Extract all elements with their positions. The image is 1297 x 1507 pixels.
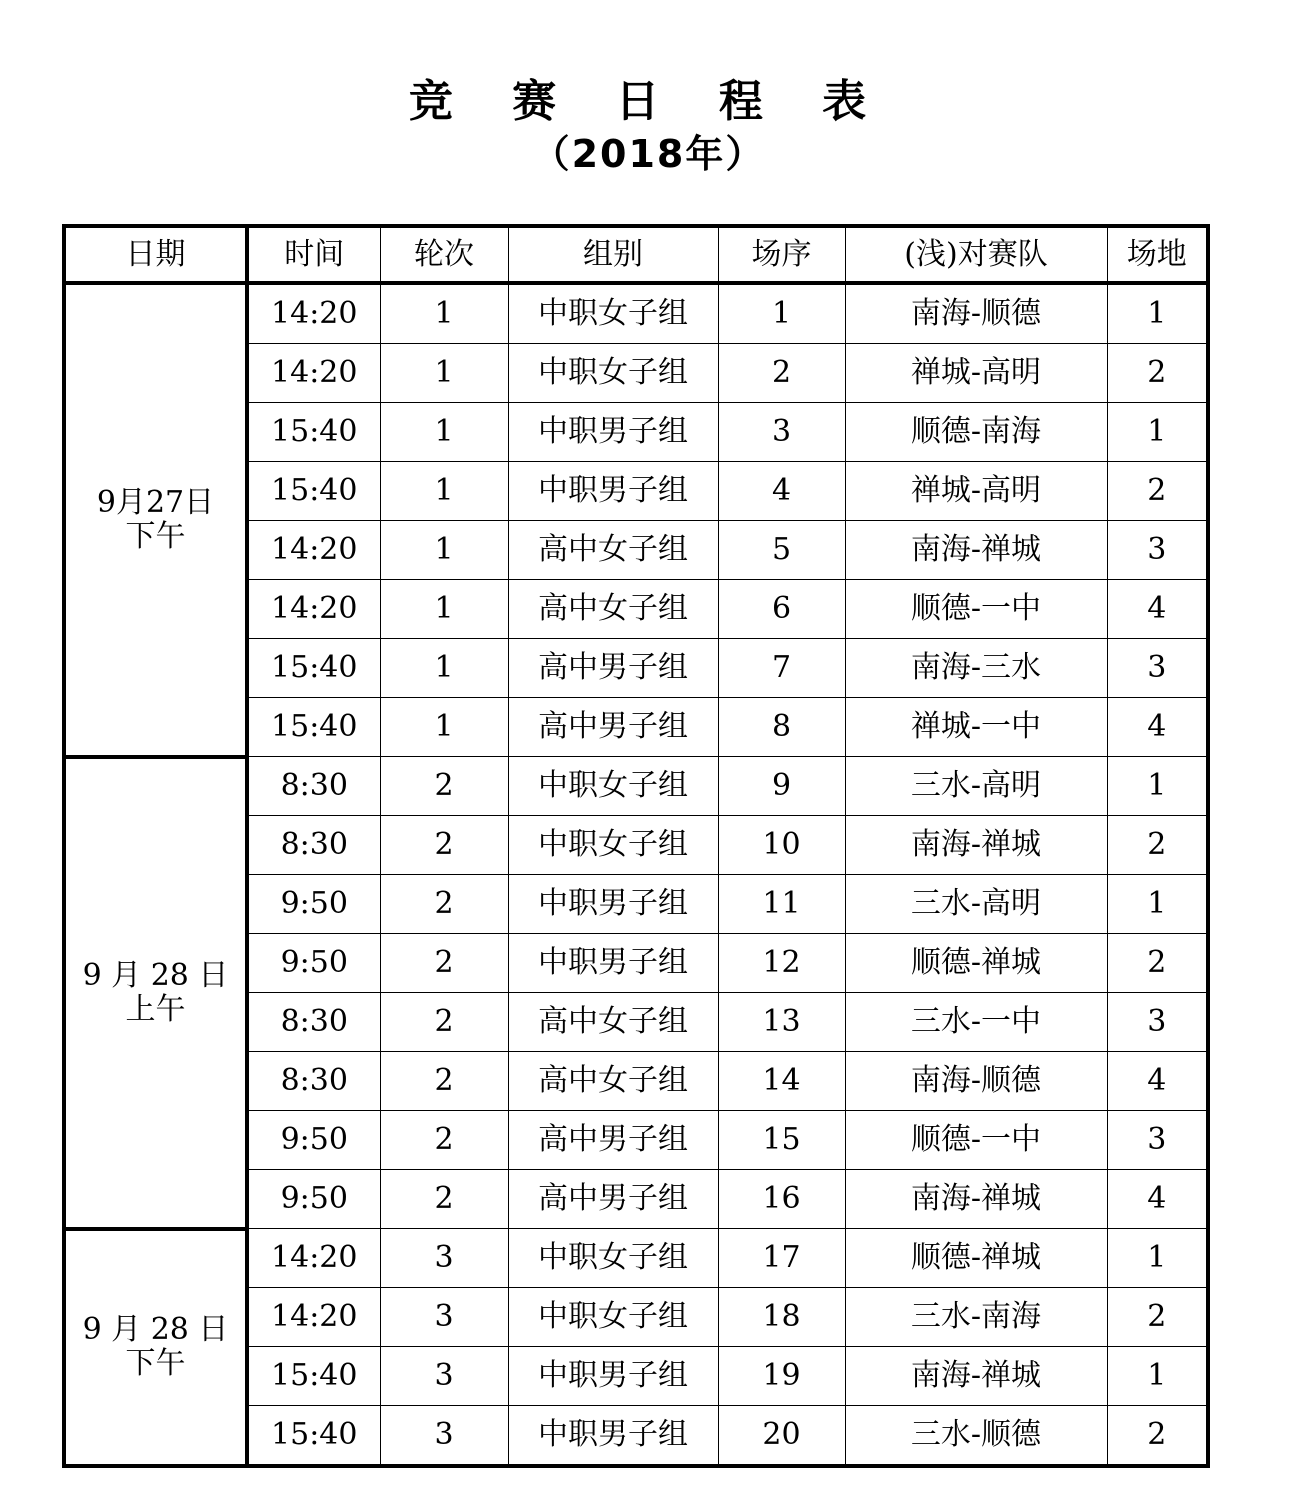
round-cell: 2: [380, 816, 508, 875]
period-line: 上午: [125, 991, 186, 1027]
round-cell: 1: [380, 521, 508, 580]
group-cell: 高中男子组: [508, 1170, 718, 1229]
page-title: 竞 赛 日 程 表: [408, 76, 889, 127]
sequence-cell: 7: [718, 639, 845, 698]
round-cell: 3: [380, 1229, 508, 1288]
sequence-cell: 14: [718, 1052, 845, 1111]
venue-cell: 1: [1107, 1229, 1208, 1288]
group-cell: 高中男子组: [508, 698, 718, 757]
teams-cell: 禅城-一中: [845, 698, 1107, 757]
time-cell: 14:20: [247, 521, 380, 580]
group-cell: 中职女子组: [508, 344, 718, 403]
sequence-cell: 5: [718, 521, 845, 580]
venue-cell: 4: [1107, 1052, 1208, 1111]
sequence-cell: 4: [718, 462, 845, 521]
group-cell: 高中女子组: [508, 1052, 718, 1111]
venue-cell: 1: [1107, 757, 1208, 816]
time-cell: 14:20: [247, 580, 380, 639]
sequence-cell: 3: [718, 403, 845, 462]
round-cell: 3: [380, 1347, 508, 1406]
sequence-cell: 11: [718, 875, 845, 934]
round-cell: 2: [380, 1170, 508, 1229]
round-cell: 1: [380, 283, 508, 344]
group-cell: 高中女子组: [508, 580, 718, 639]
teams-cell: 南海-禅城: [845, 816, 1107, 875]
table-row: [64, 283, 1208, 344]
venue-cell: 2: [1107, 816, 1208, 875]
date-cell: [64, 1229, 247, 1467]
teams-cell: 南海-三水: [845, 639, 1107, 698]
time-cell: 8:30: [247, 993, 380, 1052]
venue-cell: 4: [1107, 580, 1208, 639]
venue-cell: 1: [1107, 283, 1208, 344]
sequence-cell: 2: [718, 344, 845, 403]
time-cell: 15:40: [247, 403, 380, 462]
teams-cell: 南海-顺德: [845, 283, 1107, 344]
group-cell: 中职女子组: [508, 283, 718, 344]
teams-cell: 顺德-南海: [845, 403, 1107, 462]
time-cell: 14:20: [247, 1288, 380, 1347]
venue-cell: 2: [1107, 462, 1208, 521]
teams-cell: 顺德-一中: [845, 580, 1107, 639]
sequence-cell: 16: [718, 1170, 845, 1229]
venue-cell: 3: [1107, 1111, 1208, 1170]
teams-cell: 南海-顺德: [845, 1052, 1107, 1111]
page-subtitle: （2018年）: [531, 132, 766, 176]
time-cell: 14:20: [247, 1229, 380, 1288]
time-cell: 9:50: [247, 1170, 380, 1229]
round-cell: 3: [380, 1406, 508, 1467]
round-cell: 2: [380, 993, 508, 1052]
header-row: [64, 226, 1208, 283]
sequence-cell: 12: [718, 934, 845, 993]
time-cell: 15:40: [247, 698, 380, 757]
teams-cell: 顺德-禅城: [845, 1229, 1107, 1288]
venue-cell: 1: [1107, 875, 1208, 934]
round-cell: 2: [380, 934, 508, 993]
header-date: 日期: [64, 226, 247, 283]
group-cell: 高中男子组: [508, 639, 718, 698]
round-cell: 2: [380, 875, 508, 934]
teams-cell: 南海-禅城: [845, 1347, 1107, 1406]
venue-cell: 1: [1107, 403, 1208, 462]
venue-cell: 3: [1107, 521, 1208, 580]
round-cell: 1: [380, 462, 508, 521]
group-cell: 高中女子组: [508, 521, 718, 580]
table-header: [64, 226, 1208, 283]
round-cell: 1: [380, 344, 508, 403]
time-cell: 15:40: [247, 462, 380, 521]
round-cell: 3: [380, 1288, 508, 1347]
round-cell: 2: [380, 1111, 508, 1170]
schedule-table: [62, 224, 1210, 1468]
teams-cell: 南海-禅城: [845, 521, 1107, 580]
period-line: 下午: [125, 518, 186, 554]
sequence-cell: 15: [718, 1111, 845, 1170]
venue-cell: 4: [1107, 698, 1208, 757]
venue-cell: 2: [1107, 1406, 1208, 1467]
teams-cell: 禅城-高明: [845, 462, 1107, 521]
sequence-cell: 17: [718, 1229, 845, 1288]
teams-cell: 禅城-高明: [845, 344, 1107, 403]
time-cell: 14:20: [247, 344, 380, 403]
round-cell: 1: [380, 403, 508, 462]
time-cell: 15:40: [247, 1406, 380, 1467]
table-body: [64, 283, 1208, 1466]
time-cell: 9:50: [247, 875, 380, 934]
time-cell: 8:30: [247, 757, 380, 816]
group-cell: 中职男子组: [508, 1406, 718, 1467]
sequence-cell: 18: [718, 1288, 845, 1347]
venue-cell: 2: [1107, 934, 1208, 993]
teams-cell: 南海-禅城: [845, 1170, 1107, 1229]
sequence-cell: 20: [718, 1406, 845, 1467]
date-line: 9月27日: [96, 484, 215, 520]
sequence-cell: 8: [718, 698, 845, 757]
venue-cell: 2: [1107, 344, 1208, 403]
header-teams: (浅)对赛队: [845, 226, 1107, 283]
header-sequence: 场序: [718, 226, 845, 283]
group-cell: 中职男子组: [508, 462, 718, 521]
round-cell: 1: [380, 580, 508, 639]
time-cell: 15:40: [247, 639, 380, 698]
venue-cell: 3: [1107, 639, 1208, 698]
date-cell: [64, 283, 247, 757]
header-venue: 场地: [1107, 226, 1208, 283]
period-line: 下午: [125, 1346, 186, 1382]
teams-cell: 三水-高明: [845, 757, 1107, 816]
round-cell: 2: [380, 757, 508, 816]
time-cell: 9:50: [247, 934, 380, 993]
time-cell: 14:20: [247, 283, 380, 344]
date-line: 9 月 28 日: [82, 1312, 229, 1348]
teams-cell: 顺德-禅城: [845, 934, 1107, 993]
group-cell: 中职男子组: [508, 934, 718, 993]
group-cell: 中职男子组: [508, 403, 718, 462]
sequence-cell: 9: [718, 757, 845, 816]
teams-cell: 三水-高明: [845, 875, 1107, 934]
teams-cell: 顺德-一中: [845, 1111, 1107, 1170]
teams-cell: 三水-顺德: [845, 1406, 1107, 1467]
group-cell: 中职女子组: [508, 1229, 718, 1288]
group-cell: 中职女子组: [508, 816, 718, 875]
group-cell: 高中男子组: [508, 1111, 718, 1170]
sequence-cell: 1: [718, 283, 845, 344]
header-time: 时间: [247, 226, 380, 283]
time-cell: 9:50: [247, 1111, 380, 1170]
table-row: [64, 1229, 1208, 1288]
group-cell: 中职女子组: [508, 1288, 718, 1347]
group-cell: 中职女子组: [508, 757, 718, 816]
sequence-cell: 19: [718, 1347, 845, 1406]
date-cell: [64, 757, 247, 1229]
group-cell: 中职男子组: [508, 1347, 718, 1406]
venue-cell: 3: [1107, 993, 1208, 1052]
date-line: 9 月 28 日: [82, 957, 229, 993]
group-cell: 高中女子组: [508, 993, 718, 1052]
sequence-cell: 13: [718, 993, 845, 1052]
header-group: 组别: [508, 226, 718, 283]
time-cell: 8:30: [247, 816, 380, 875]
time-cell: 15:40: [247, 1347, 380, 1406]
group-cell: 中职男子组: [508, 875, 718, 934]
teams-cell: 三水-南海: [845, 1288, 1107, 1347]
sequence-cell: 10: [718, 816, 845, 875]
round-cell: 1: [380, 698, 508, 757]
round-cell: 2: [380, 1052, 508, 1111]
table-row: [64, 757, 1208, 816]
venue-cell: 2: [1107, 1288, 1208, 1347]
sequence-cell: 6: [718, 580, 845, 639]
header-round: 轮次: [380, 226, 508, 283]
time-cell: 8:30: [247, 1052, 380, 1111]
venue-cell: 4: [1107, 1170, 1208, 1229]
venue-cell: 1: [1107, 1347, 1208, 1406]
teams-cell: 三水-一中: [845, 993, 1107, 1052]
round-cell: 1: [380, 639, 508, 698]
